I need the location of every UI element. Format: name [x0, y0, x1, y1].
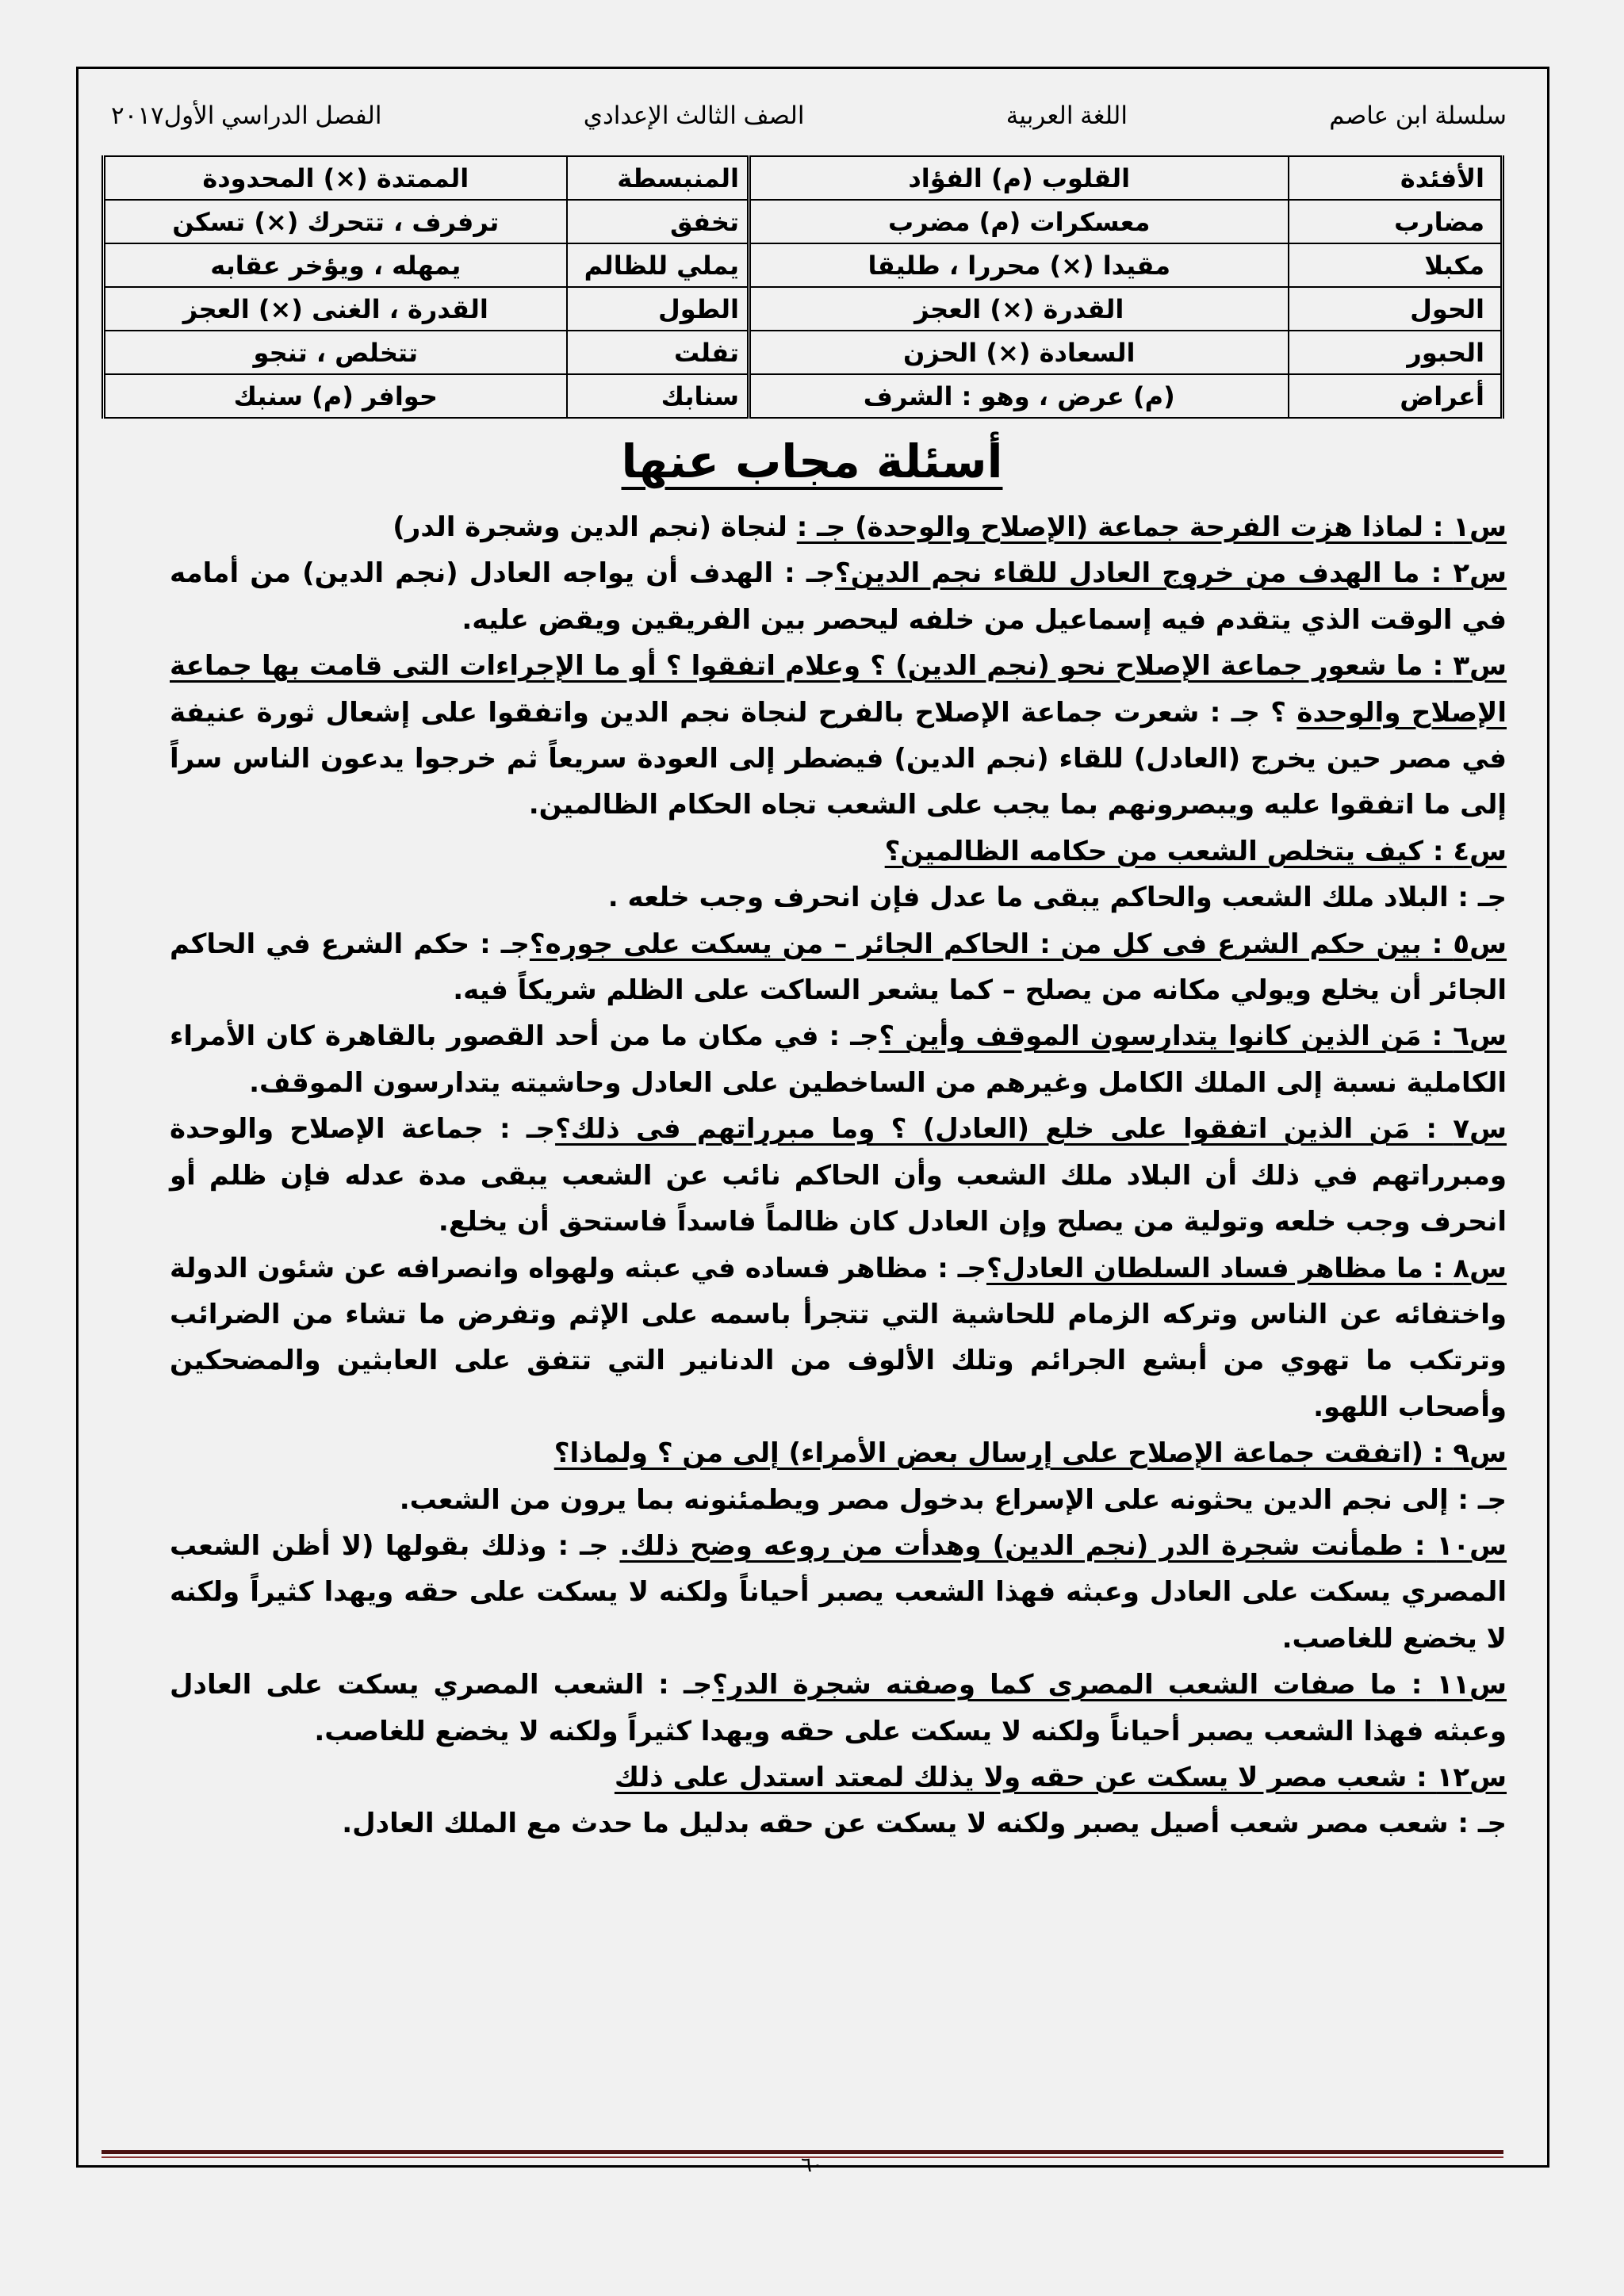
answer-text: جـ : في مكان ما من أحد القصور بالقاهرة كان الأمراء الكاملية نسبة إلى الملك الكامل وغيرهم من الساخطين على العادل وحاشيته يتدارسون الموقف. — [170, 1020, 1507, 1099]
vocab-meaning: تتخلص ، تنجو — [104, 331, 567, 374]
answer-text: جـ : الهدف أن يواجه العادل (نجم الدين) من أمامه في الوقت الذي يتقدم فيه إسماعيل من خلفه ليحصر بين الفريقين ويقض عليه. — [170, 557, 1507, 636]
vocab-row — [104, 243, 1503, 287]
vocab-row — [104, 331, 1503, 374]
question-text: س١ : لماذا هزت الفرحة جماعة (الإصلاح والوحدة) جـ : — [796, 511, 1507, 543]
vocab-meaning: يمهله ، ويؤخر عقابه — [104, 243, 567, 287]
question-text: س٤ : كيف يتخلص الشعب من حكامه الظالمين؟ — [884, 835, 1507, 867]
vocab-word: تفلت — [567, 331, 749, 374]
qa-item — [170, 550, 1507, 643]
vocab-word: الحول — [1289, 287, 1503, 331]
answer-text: جـ : وذلك بقولها (لا أظن الشعب المصري يسكت على العادل وعبثه فهذا الشعب يصبر أحياناً ولكنه لا يسكت على حقه ويهدا كثيراً ولكنه لا يخضع للغاصب. — [170, 1529, 1507, 1655]
qa-item — [170, 643, 1507, 828]
qa-item — [170, 1662, 1507, 1755]
question-text: س٣ : ما شعور جماعة الإصلاح نحو (نجم الدين) ؟ وعلام اتفقوا ؟ أو ما الإجراءات التى قامت بها جماعة الإصلاح والوحدة — [170, 650, 1507, 729]
answer-text: لنجاة (نجم الدين وشجرة الدر) — [393, 511, 797, 543]
question-text: س١١ : ما صفات الشعب المصرى كما وصفته شجرة الدر؟ — [712, 1669, 1507, 1701]
qa-item — [170, 1246, 1507, 1431]
question-text: س١٢ : شعب مصر لا يسكت عن حقه ولا يذلك لمعتد استدل على ذلك — [614, 1761, 1507, 1793]
vocab-meaning: القلوب (م) الفؤاد — [749, 156, 1289, 200]
qa-item — [170, 1477, 1507, 1523]
answer-text: ؟ جـ : شعرت جماعة الإصلاح بالفرح لنجاة نجم الدين واتفقوا على إشعال ثورة عنيفة في مصر حين يخرج (العادل) للقاء (نجم الدين) فيضطر إلى العودة سريعاً ثم خرجوا يدعون الناس سراً إلى ما اتفقوا عليه ويبصرونهم بما يجب على الشعب تجاه الحكام الظالمين. — [170, 696, 1507, 821]
qa-item — [170, 1523, 1507, 1662]
vocab-word: تخفق — [567, 200, 749, 243]
vocab-word: الحبور — [1289, 331, 1503, 374]
vocab-meaning: السعادة (×) الحزن — [749, 331, 1289, 374]
answer-text: جـ : مظاهر فساده في عبثه ولهواه وانصرافه عن شئون الدولة واختفائه عن الناس وتركه الزمام للحاشية التي تتجرأ باسمه على الإثم وتفرض ما تشاء من الضرائب وترتكب ما تهوي من أبشع الجرائم وتلك الألوف من الدنانير التي تتفق على العابثين والمضحكين وأصحاب اللهو. — [170, 1252, 1507, 1423]
qa-item — [170, 1800, 1507, 1846]
series-name: سلسلة ابن عاصم — [1329, 101, 1507, 129]
vocab-word: مكبلا — [1289, 243, 1503, 287]
vocab-word: سنابك — [567, 374, 749, 418]
question-text: س٥ : بين حكم الشرع فى كل من : الحاكم الجائر – من يسكت على جوره؟ — [529, 928, 1507, 960]
page-header — [111, 94, 1507, 138]
qa-item — [170, 1755, 1507, 1800]
vocab-row — [104, 200, 1503, 243]
question-text: س٧ : مَن الذين اتفقوا على خلع (العادل) ؟ وما مبرراتهم فى ذلك؟ — [555, 1113, 1507, 1146]
vocab-meaning: ترفرف ، تتحرك (×) تسكن — [104, 200, 567, 243]
qa-item — [170, 1106, 1507, 1245]
vocab-meaning: حوافر (م) سنبك — [104, 374, 567, 418]
answer-text: جـ : حكم الشرع في الحاكم الجائر أن يخلع ويولي مكانه من يصلح – كما يشعر الساكت على الظلم شريكاً فيه. — [170, 928, 1507, 1007]
answer-text: جـ : شعب مصر شعب أصيل يصبر ولكنه لا يسكت عن حقه بدليل ما حدث مع الملك العادل. — [342, 1808, 1507, 1840]
question-text: س٢ : ما الهدف من خروج العادل للقاء نجم الدين؟ — [835, 557, 1507, 590]
vocab-meaning: القدرة (×) العجز — [749, 287, 1289, 331]
vocabulary-table — [102, 155, 1504, 419]
term-name: الفصل الدراسي الأول٢٠١٧ — [111, 101, 382, 129]
vocab-row — [104, 374, 1503, 418]
vocab-meaning: مقيدا (×) محررا ، طليقا — [749, 243, 1289, 287]
vocab-meaning: الممتدة (×) المحدودة — [104, 156, 567, 200]
vocab-row — [104, 156, 1503, 200]
vocab-word: المنبسطة — [567, 156, 749, 200]
qa-item — [170, 1013, 1507, 1106]
vocab-word: الأفئدة — [1289, 156, 1503, 200]
qa-list — [170, 504, 1507, 1847]
vocab-row — [104, 287, 1503, 331]
question-text: س١٠ : طمأنت شجرة الدر (نجم الدين) وهدأت من روعه وضح ذلك. — [619, 1529, 1507, 1562]
page-number: ٦٠ — [801, 2153, 823, 2177]
qa-item — [170, 1430, 1507, 1476]
answer-text: جـ : الشعب المصري يسكت على العادل وعبثه فهذا الشعب يصبر أحياناً ولكنه لا يسكت على حقه ويهدا كثيراً ولكنه لا يخضع للغاصب. — [170, 1669, 1507, 1747]
subject-name: اللغة العربية — [1005, 101, 1128, 129]
answer-text: جـ : إلى نجم الدين يحثونه على الإسراع بدخول مصر ويطمئنونه بما يرون من الشعب. — [399, 1483, 1507, 1516]
qa-item — [170, 828, 1507, 874]
section-title: أسئلة مجاب عنها — [621, 434, 1003, 488]
vocab-word: مضارب — [1289, 200, 1503, 243]
question-text: س٨ : ما مظاهر فساد السلطان العادل؟ — [986, 1252, 1507, 1284]
question-text: س٩ : (اتفقت جماعة الإصلاح على إرسال بعض الأمراء) إلى من ؟ ولماذا؟ — [553, 1437, 1507, 1470]
answer-text: جـ : البلاد ملك الشعب والحاكم يبقى ما عدل فإن انحرف وجب خلعه . — [607, 882, 1507, 914]
question-text: س٦ : مَن الذين كانوا يتدارسون الموقف وأين ؟ — [879, 1020, 1507, 1053]
vocab-meaning: (م) عرض ، وهو : الشرف — [749, 374, 1289, 418]
qa-item — [170, 921, 1507, 1014]
vocab-word: الطول — [567, 287, 749, 331]
grade-name: الصف الثالث الإعدادي — [583, 101, 805, 129]
vocab-meaning: القدرة ، الغنى (×) العجز — [104, 287, 567, 331]
answer-text: جـ : جماعة الإصلاح والوحدة ومبرراتهم في ذلك أن البلاد ملك الشعب وأن الحاكم نائب عن الشعب يبقى مدة عدله فإن ظلم أو انحرف وجب خلعه وتولية من يصلح وإن العادل كان ظالماً فاسداً فاستحق أن يخلع. — [170, 1113, 1507, 1238]
qa-item — [170, 504, 1507, 550]
qa-item — [170, 874, 1507, 920]
vocab-meaning: معسكرات (م) مضرب — [749, 200, 1289, 243]
vocab-word: أعراض — [1289, 374, 1503, 418]
vocab-word: يملي للظالم — [567, 243, 749, 287]
